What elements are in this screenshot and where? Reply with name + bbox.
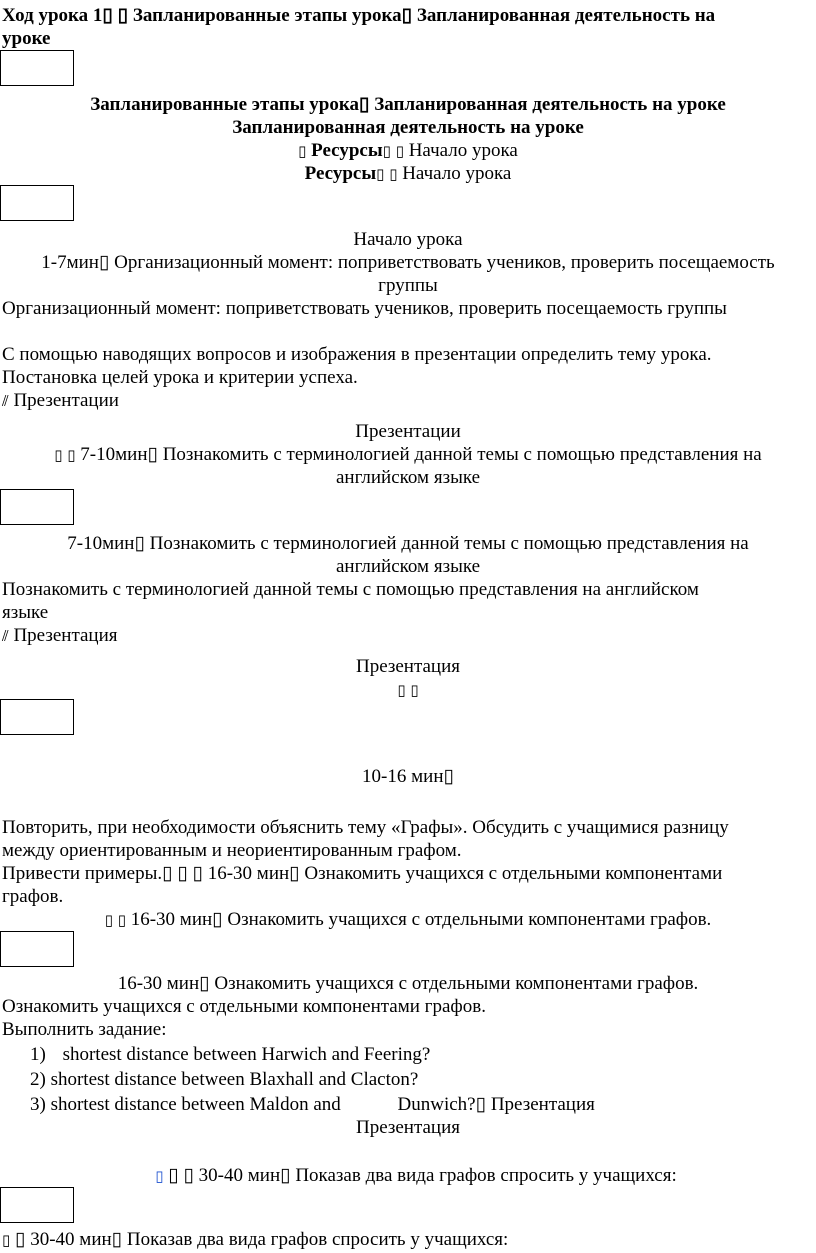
presentation-centered: Презентация <box>355 656 461 677</box>
lesson-start-label: Начало урока <box>402 163 512 184</box>
presentation-centered-2: Презентация <box>355 1117 461 1138</box>
topic-question-text: С помощью наводящих вопросов и изображения в презентации определить тему урока. <box>2 344 712 365</box>
graphs-topic-text: Повторить, при необходимости объяснить тему «Графы». Обсудить с учащимися разницу <box>2 817 729 838</box>
lesson-header-line2: уроке <box>2 28 51 49</box>
box-pair-icon: ▯ ▯ <box>54 446 76 464</box>
components-line <box>0 908 816 932</box>
box-glyph-icon: ▯ <box>395 142 404 160</box>
lesson-header-line1: Ход урока 1▯ ▯ Запланированные этапы урока▯ Запланированная деятельность на <box>2 5 716 26</box>
org-moment-line: 1-7мин▯ Организационный момент: поприветствовать учеников, проверить посещаемость <box>41 252 775 273</box>
lesson-start-label: Начало урока <box>408 140 518 161</box>
resources-label: Ресурсы <box>311 140 383 161</box>
org-moment-line-cont: группы <box>378 275 438 296</box>
task-item-3 <box>30 1093 816 1116</box>
image-placeholder-6 <box>0 1187 74 1223</box>
box-glyph-icon: ▯ <box>2 1231 11 1249</box>
box-glyph-icon: ▯ <box>382 142 391 160</box>
presentation-label: Презентация <box>13 625 118 646</box>
task-item-1-text: shortest distance between Harwich and Feering? <box>62 1044 431 1065</box>
components-repeat-line: 16-30 мин▯ Ознакомить учащихся с отдельными компонентами графов. <box>117 973 699 994</box>
terminology-text: 7-10мин▯ Познакомить с терминологией данной темы с помощью представления на <box>80 444 762 465</box>
presentations-resource <box>2 389 816 413</box>
graphs-topic-text-cont: между ориентированным и неориентированным графом. <box>2 840 462 861</box>
box-glyph-icon: ▯ <box>298 142 307 160</box>
graphs-question-repeat <box>2 1228 816 1252</box>
image-placeholder-4 <box>0 699 74 735</box>
presentations-label: Презентации <box>13 390 119 411</box>
components-desc: Ознакомить учащихся с отдельными компонентами графов. <box>2 996 486 1017</box>
slash-glyph-icon: ⫽ <box>2 392 9 410</box>
planned-stages-heading: Запланированные этапы урока▯ Запланированная деятельность на уроке <box>90 94 726 115</box>
terminology-repeat-line: 7-10мин▯ Познакомить с терминологией данной темы с помощью представления на <box>67 533 749 554</box>
examples-line: Привести примеры.▯ ▯ ▯ 16-30 мин▯ Ознакомить учащихся с отдельными компонентами <box>2 863 723 884</box>
lesson-start-title: Начало урока <box>353 229 463 250</box>
slash-glyph-icon: ⫽ <box>2 627 9 645</box>
task-item-3-end: Dunwich?▯ Презентация <box>397 1094 595 1115</box>
resources-line-2 <box>0 162 816 186</box>
box-pair-icon: ▯ ▯ <box>397 681 419 699</box>
image-placeholder-1 <box>0 50 74 86</box>
task-heading: Выполнить задание: <box>2 1019 167 1040</box>
resources-label: Ресурсы <box>304 163 377 184</box>
terminology-line-cont: английском языке <box>335 467 481 488</box>
box-glyph-icon: ▯ <box>376 165 385 183</box>
planned-activity-heading: Запланированная деятельность на уроке <box>232 117 584 138</box>
box-glyph-icon: ▯ <box>389 165 398 183</box>
link-box-icon[interactable]: ▯ <box>155 1167 164 1185</box>
terminology-line <box>0 443 816 467</box>
graphs-question-text: ▯ ▯ 30-40 мин▯ Показав два вида графов спросить у учащихся: <box>168 1165 677 1186</box>
task-item-1 <box>30 1043 816 1066</box>
terminology-repeat-cont: английском языке <box>335 556 481 577</box>
image-placeholder-2 <box>0 185 74 221</box>
presentation-resource <box>2 624 816 648</box>
task-item-1-number: 1) <box>30 1044 46 1065</box>
task-item-3-start: 3) shortest distance between Maldon and <box>30 1094 341 1115</box>
org-moment-text: Организационный момент: поприветствовать учеников, проверить посещаемость группы <box>2 298 727 319</box>
resources-line-1 <box>0 139 816 163</box>
task-item-2: 2) shortest distance between Blaxhall and Clacton? <box>30 1069 419 1090</box>
glyph-pair-line <box>0 678 816 702</box>
time-10-16: 10-16 мин▯ <box>362 766 454 787</box>
graphs-question-line <box>0 1164 816 1188</box>
graphs-question-repeat-text: ▯ 30-40 мин▯ Показав два вида графов спросить у учащихся: <box>15 1229 509 1250</box>
goal-setting-text: Постановка целей урока и критерии успеха. <box>2 367 358 388</box>
box-pair-icon: ▯ ▯ <box>104 911 126 929</box>
terminology-desc-cont: языке <box>2 602 49 623</box>
terminology-desc: Познакомить с терминологией данной темы с помощью представления на английском <box>2 579 699 600</box>
image-placeholder-5 <box>0 931 74 967</box>
examples-line-cont: графов. <box>2 886 64 907</box>
presentations-centered: Презентации <box>355 421 461 442</box>
image-placeholder-3 <box>0 489 74 525</box>
components-text: 16-30 мин▯ Ознакомить учащихся с отдельными компонентами графов. <box>130 909 712 930</box>
